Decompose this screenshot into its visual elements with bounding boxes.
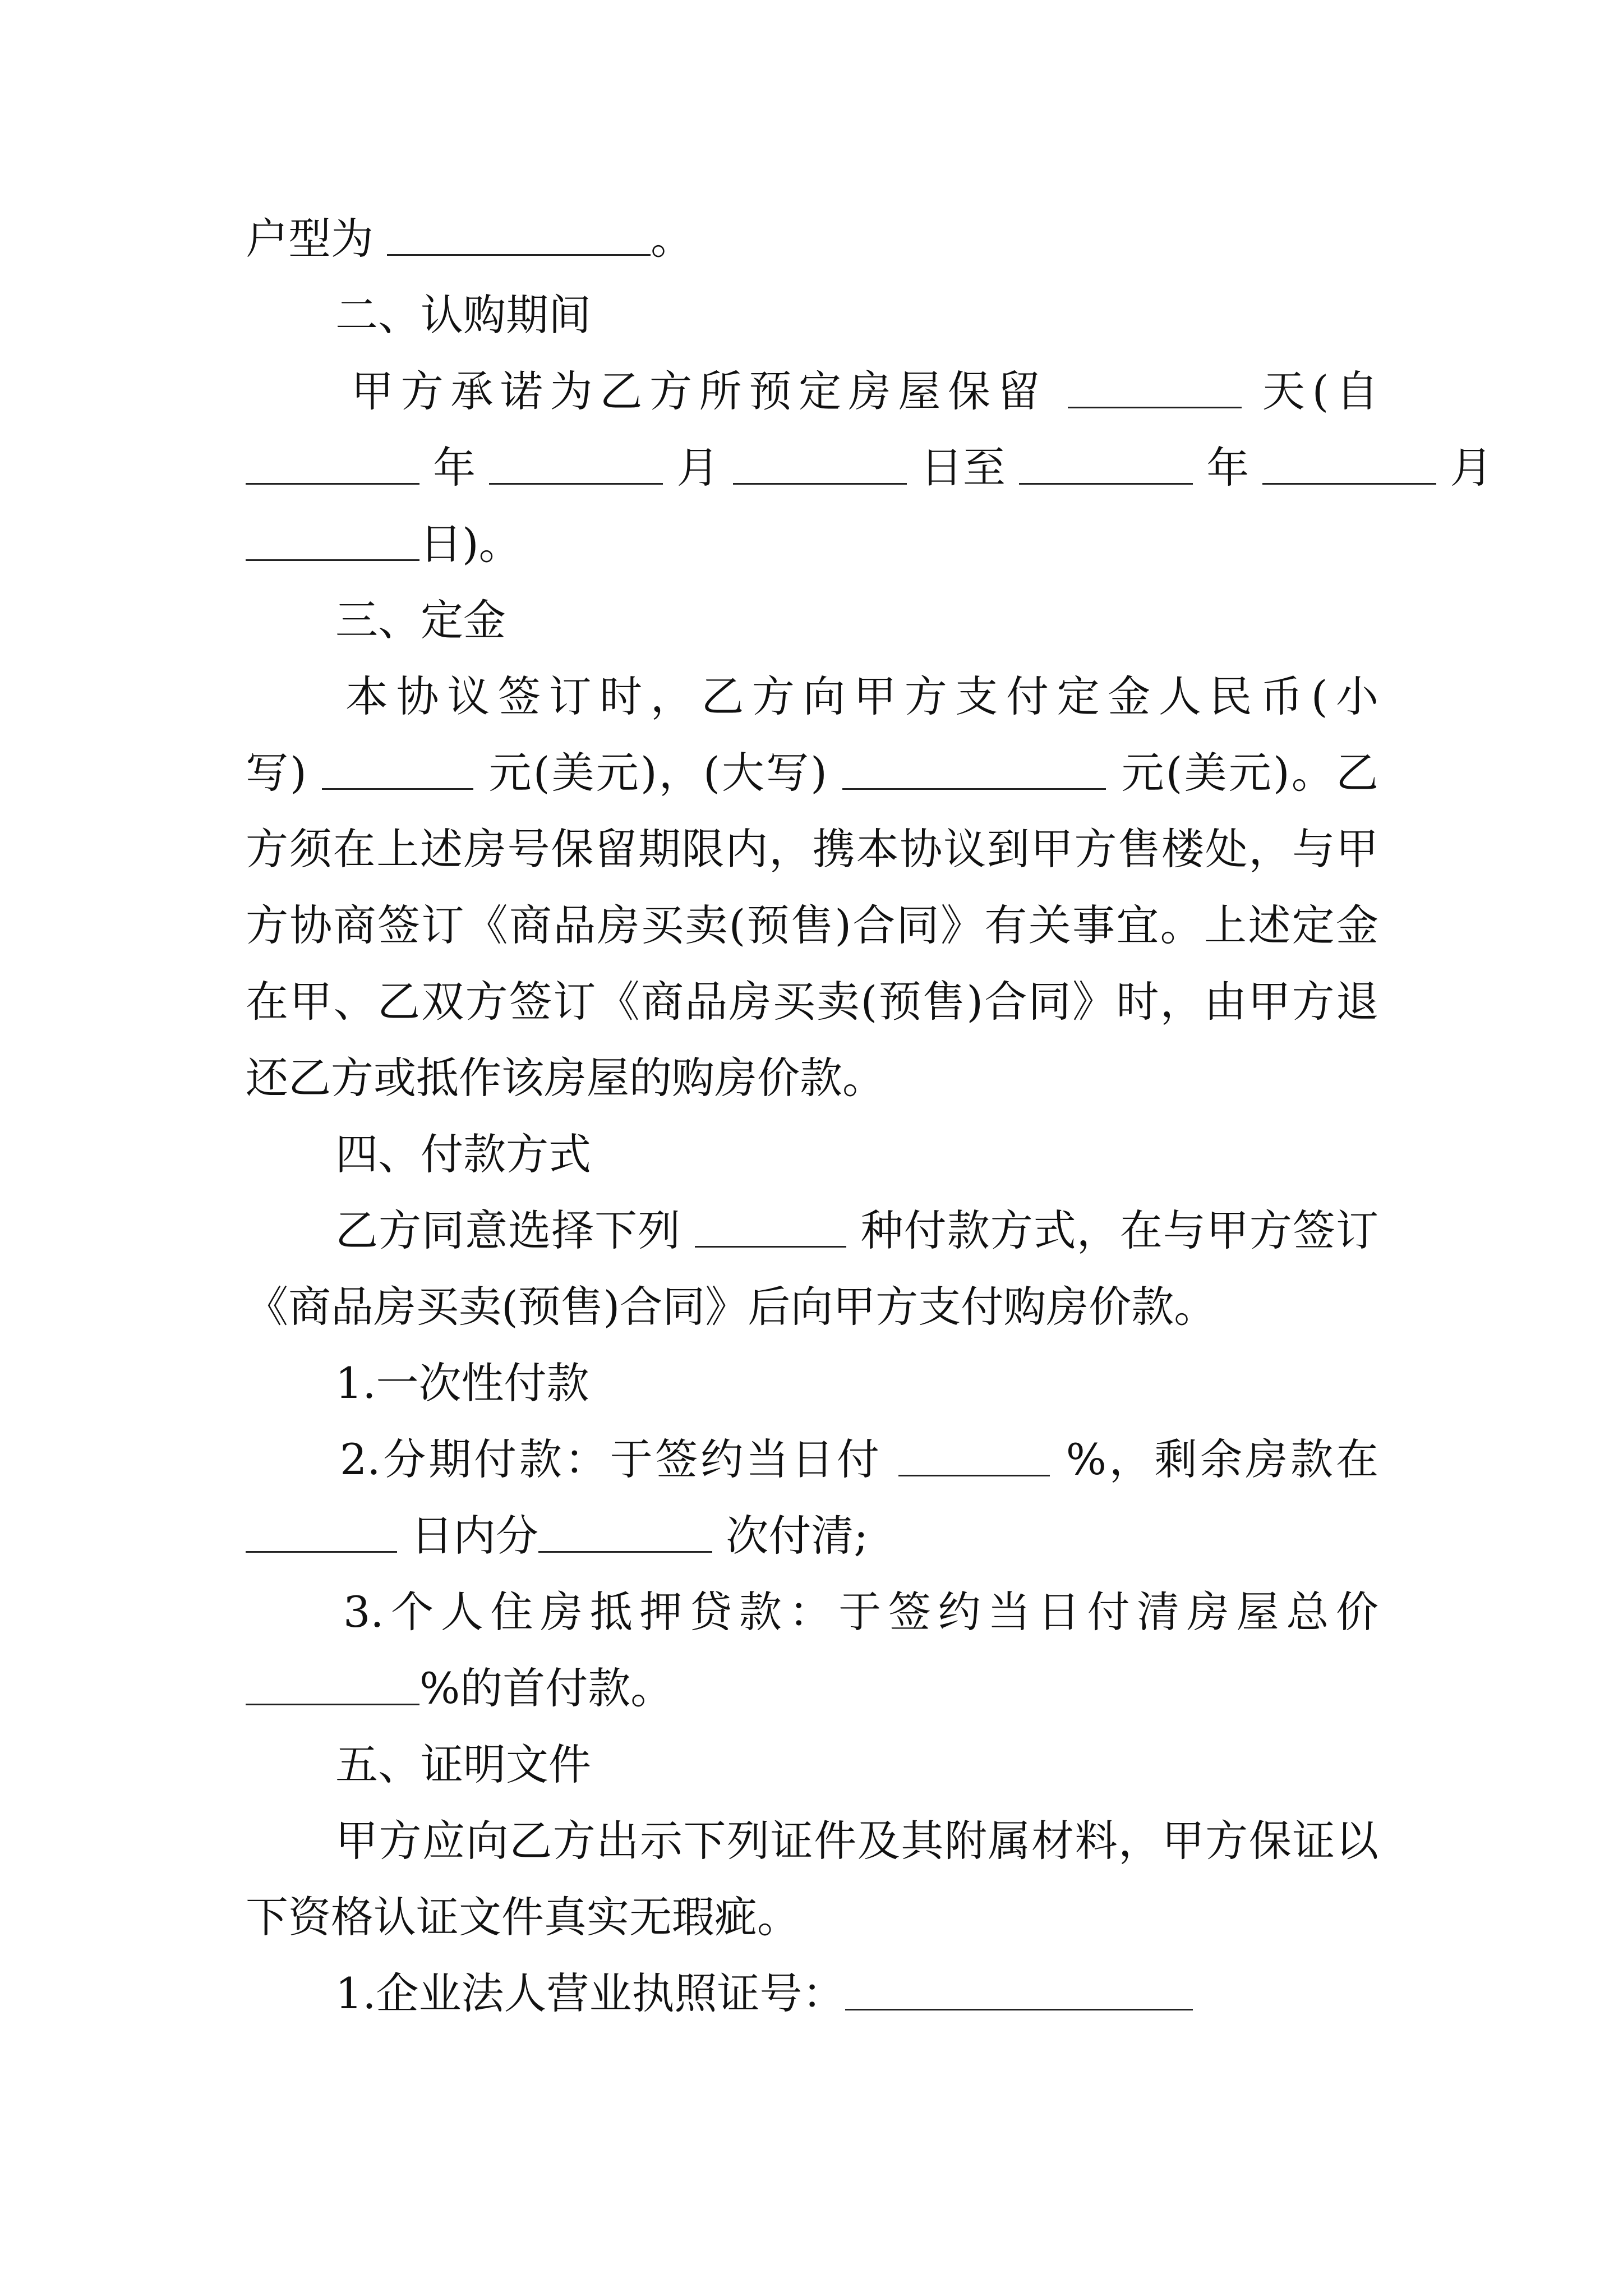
option-installment-line: 2.分期付款：于签约当日付 %，剩余房款在 bbox=[340, 1434, 1378, 1484]
payment-method-blank[interactable] bbox=[695, 1207, 846, 1247]
unit-type-blank[interactable] bbox=[387, 215, 651, 255]
section-heading-deposit: 三、定金 bbox=[335, 595, 506, 645]
section-heading-payment-method: 四、付款方式 bbox=[335, 1129, 591, 1179]
deposit-paragraph-line-4: 方协商签订《商品房买卖(预售)合同》有关事宜。上述定金 bbox=[246, 900, 1378, 950]
documents-paragraph-line-2: 下资格认证文件真实无瑕疵。 bbox=[246, 1892, 800, 1942]
days-blank[interactable] bbox=[1068, 368, 1242, 408]
business-license-blank[interactable] bbox=[845, 1970, 1193, 2010]
business-license-line: 1.企业法人营业执照证号： bbox=[335, 1960, 1468, 2027]
installment-terms-line: 日内分 次付清; bbox=[246, 1502, 1378, 1570]
down-payment-percent-blank[interactable] bbox=[246, 1665, 419, 1705]
end-day-blank[interactable] bbox=[246, 521, 419, 560]
end-day-line: 日)。 bbox=[246, 510, 1378, 578]
deposit-figures-blank[interactable] bbox=[322, 749, 473, 789]
deposit-paragraph-line-5: 在甲、乙双方签订《商品房买卖(预售)合同》时，由甲方退 bbox=[246, 977, 1378, 1027]
option-lump-sum: 1.一次性付款 bbox=[335, 1358, 589, 1408]
payment-method-line-2: 《商品房买卖(预售)合同》后向甲方支付购房价款。 bbox=[246, 1282, 1217, 1332]
option-mortgage-line: 3.个人住房抵押贷款：于签约当日付清房屋总价 bbox=[343, 1587, 1378, 1637]
deposit-amount-line: 写) 元(美元)，(大写) 元(美元)。乙 bbox=[246, 748, 1378, 798]
installment-count-blank[interactable] bbox=[538, 1512, 712, 1552]
unit-type-line: 户型为 。 bbox=[246, 214, 694, 264]
start-day-blank[interactable] bbox=[733, 444, 907, 484]
date-range-line: 年 月 日至 年 月 bbox=[246, 434, 1378, 501]
deposit-paragraph-line-6: 还乙方或抵作该房屋的购房价款。 bbox=[246, 1053, 885, 1103]
deposit-words-blank[interactable] bbox=[842, 749, 1106, 789]
payment-method-choice-line: 乙方同意选择下列 种付款方式，在与甲方签订 bbox=[335, 1205, 1378, 1255]
deposit-paragraph-line-3: 方须在上述房号保留期限内，携本协议到甲方售楼处，与甲 bbox=[246, 824, 1378, 874]
installment-days-blank[interactable] bbox=[246, 1512, 397, 1552]
documents-paragraph-line-1: 甲方应向乙方出示下列证件及其附属材料，甲方保证以 bbox=[335, 1816, 1378, 1866]
installment-percent-blank[interactable] bbox=[898, 1436, 1050, 1476]
reservation-days-line: 甲方承诺为乙方所预定房屋保留 天(自 bbox=[351, 366, 1378, 416]
end-month-blank[interactable] bbox=[1262, 444, 1436, 484]
section-heading-subscription-period: 二、认购期间 bbox=[335, 290, 591, 340]
end-year-blank[interactable] bbox=[1019, 444, 1193, 484]
start-year-blank[interactable] bbox=[246, 444, 419, 484]
down-payment-line: %的首付款。 bbox=[246, 1655, 1378, 1722]
start-month-blank[interactable] bbox=[489, 444, 663, 484]
deposit-paragraph-line-1: 本协议签订时，乙方向甲方支付定金人民币(小 bbox=[345, 671, 1378, 721]
section-heading-documents: 五、证明文件 bbox=[335, 1740, 591, 1789]
